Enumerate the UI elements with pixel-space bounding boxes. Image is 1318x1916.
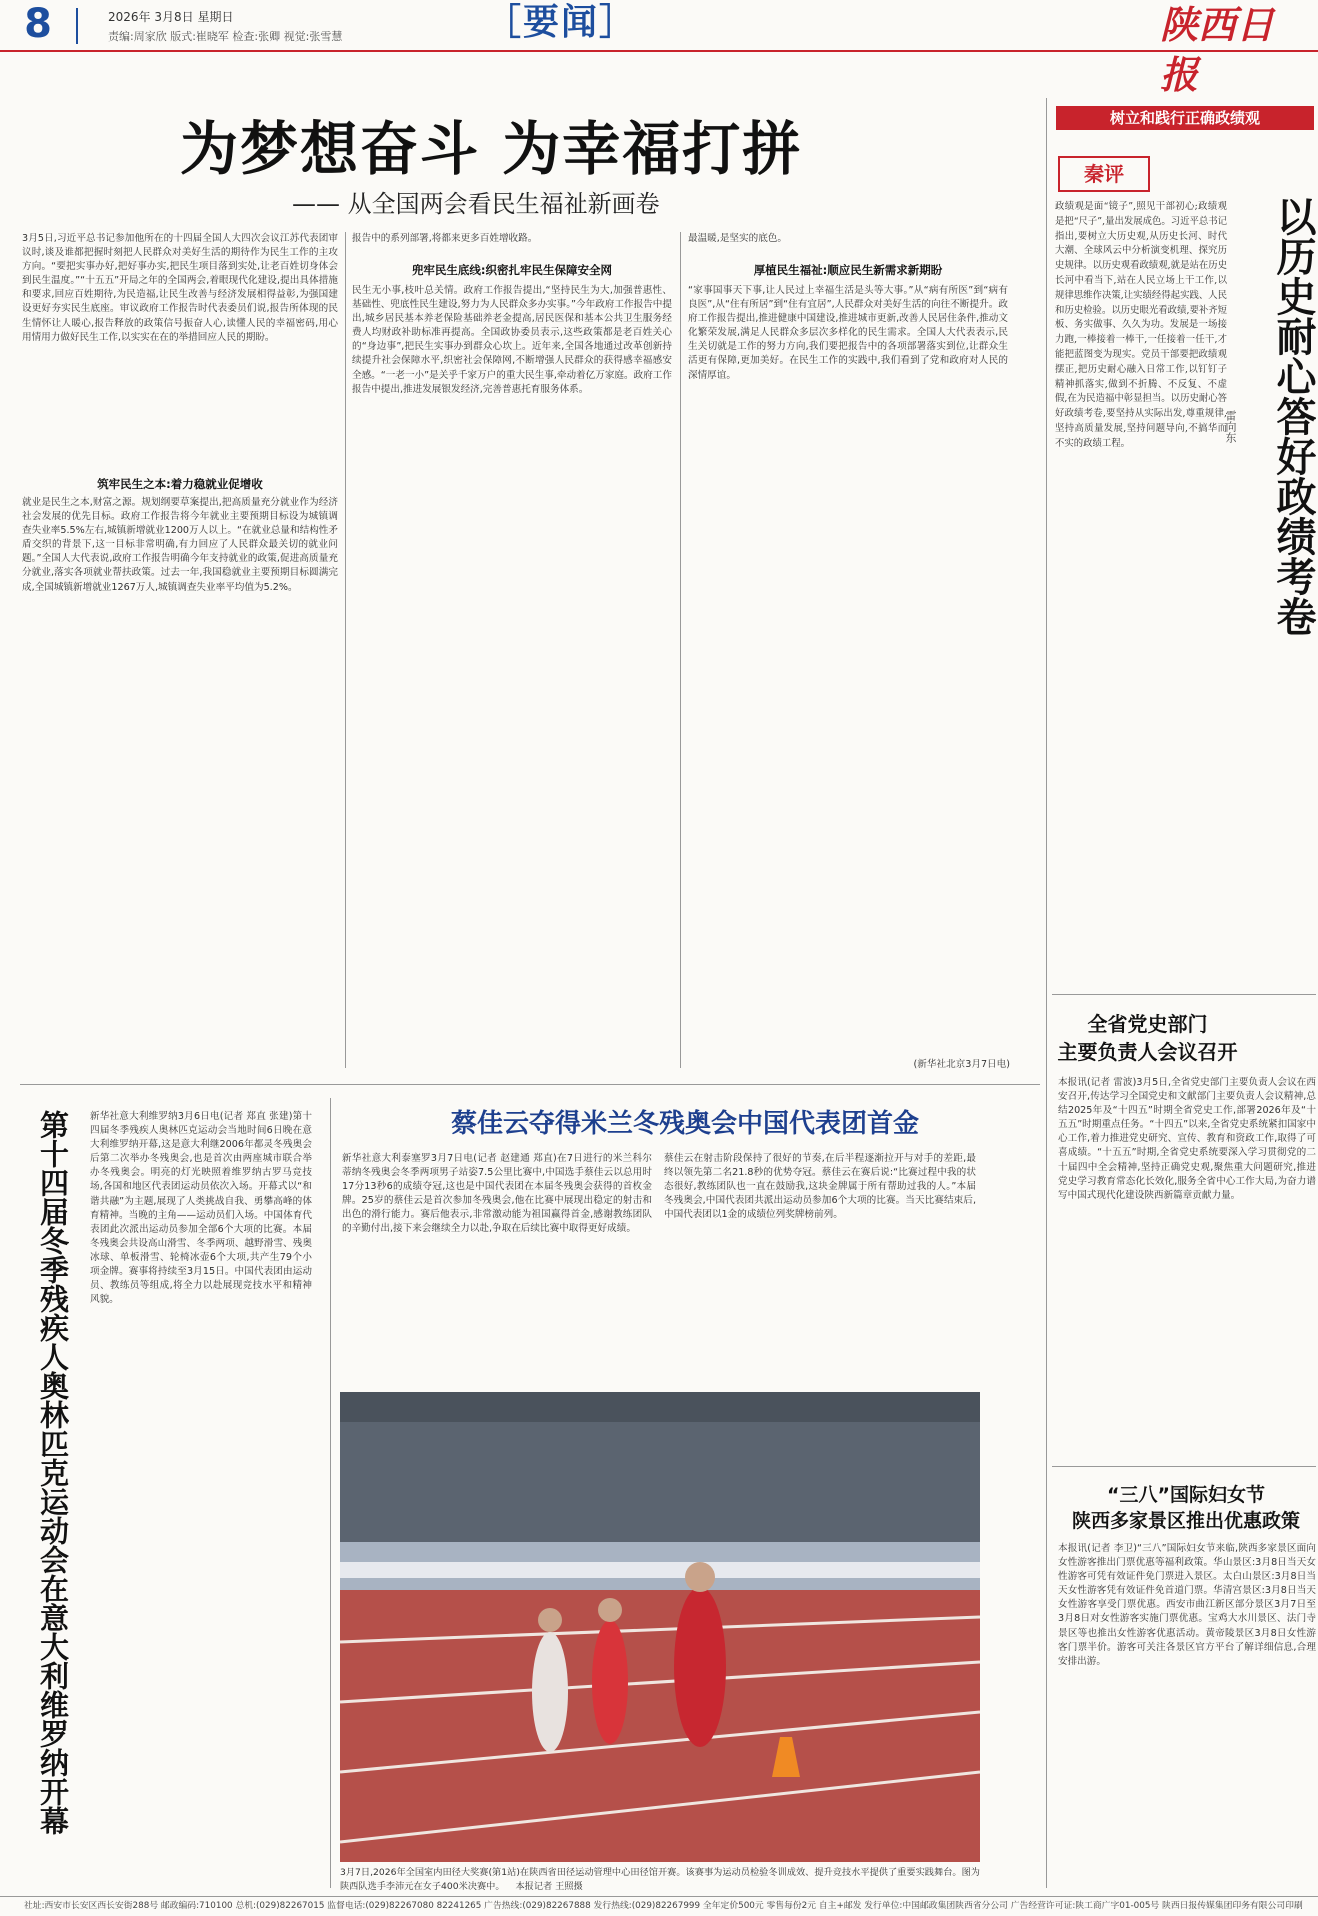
commentary-author: 雷向东: [1224, 410, 1237, 443]
lead-col1-text-a: 3月5日,习近平总书记参加他所在的十四届全国人大四次会议江苏代表团审议时,谈及谁都把握时刻把人民群众对美好生活的期待作为民生工作的主攻方向。“要把实事办好,把好事办实,把民生项目落到实处,让老百姓切身体会到民生温度。”“十五五”开局之年的全国两会,着眼现代化建设,提出具体措施和要求,回应百姓期待,为民造福,让民生改善与经济发展相得益彰,为强国建设更好夯实民生底座。审议政府工作报告时代表委员们说,报告所体现的民生情怀让人暖心,报告释放的政策信号振奋人心,读懂人民的幸福密码,用心用情用力做好民生工作,以实实在在的举措回应人民的期盼。: [22, 233, 338, 343]
commentary-body: 政绩观是面“镜子”,照见干部初心;政绩观是把“尺子”,量出发展成色。习近平总书记指出,要树立大历史观,从历史长河、时代大潮、全球风云中分析演变机理、探究历史规律。以历史观看政绩观,就是站在历史长河中看当下,站在人民立场上干工作,以规律思维作决策,让实绩经得起实践、人民和历史检验。以历史眼光看政绩,要补齐短板、务实做事、久久为功。发展是一场接力跑,一棒接着一棒干,一任接着一任干,才能把蓝图变为现实。党员干部要把政绩观摆正,把历史耐心融入日常工作,以钉钉子精神抓落实,做到不折腾、不反复、不虚假,在为民造福中彰显担当。以历史耐心答好政绩考卷,要坚持从实际出发,尊重规律,坚持高质量发展,坚持问题导向,不搞华而不实的政绩工程。: [1055, 201, 1227, 449]
page-footer: 社址:西安市长安区西长安街288号 邮政编码:710100 总机:(029)82267015 监督电话:(029)82267080 82241265 广告热线:(029)82267888 发行热线:(029)82267999 全年定价500元 零售每份2元 自主+邮发 发行单位:中国邮政集团陕西省分公司 广告经营许可证:陕工商广字01-005号 陕西日报传媒集团印务有限公司印刷: [0, 1896, 1318, 1916]
party-history-title: 全省党史部门 主要负责人会议召开: [1057, 1012, 1238, 1064]
lead-col2-text-a: 报告中的系列部署,将都来更多百姓增收路。: [352, 233, 538, 244]
lead-subheadline: —— 从全国两会看民生福祉新画卷: [292, 190, 660, 218]
runner-shape: [532, 1632, 568, 1752]
womens-day-body: 本报讯(记者 李卫)“三八”国际妇女节来临,陕西多家景区面向女性游客推出门票优惠等福利政策。华山景区:3月8日当天女性游客可凭有效证件免门票进入景区。太白山景区:3月8日当天女性游客凭有效证件免首道门票。华清宫景区:3月8日当天女性游客享受门票优惠。西安市曲江新区部分景区3月7日至3月8日对女性游客实施门票优惠。宝鸡大水川景区、法门寺景区等也推出女性游客优惠活动。黄帝陵景区3月8日女性游客门票半价。游客可关注各景区官方平台了解详细信息,合理安排出游。: [1058, 1543, 1316, 1667]
paralympics-opening-body: 新华社意大利维罗纳3月6日电(记者 郑直 张建)第十四届冬季残疾人奥林匹克运动会当地时间6日晚在意大利维罗纳开幕,这是意大利继2006年都灵冬残奥会后第二次举办冬残奥会,也是首次由两座城市联合举办冬残奥会。明亮的灯光映照着维罗纳古罗马竞技场,各国和地区代表团运动员依次入场。开幕式以“和谐共融”为主题,展现了人类挑战自我、勇攀高峰的体育精神。当晚的主角——运动员们入场。中国体育代表团此次派出运动员参加全部6个大项的比赛。本届冬残奥会共设高山滑雪、冬季两项、越野滑雪、残奥冰球、单板滑雪、轮椅冰壶6个大项,共产生79个小项金牌。赛事将持续至3月15日。中国代表团由运动员、教练员等组成,将全力以赴展现竞技水平和精神风貌。: [90, 1111, 312, 1306]
section-rule: [1052, 994, 1316, 995]
indoor-athletics-photo: [340, 1392, 980, 1862]
lead-col3-subhead: 厚植民生福祉:顺应民生新需求新期盼: [753, 263, 943, 277]
issue-date: 2026年 3月8日 星期日: [108, 10, 234, 24]
column-rule: [680, 232, 681, 1068]
photo-credit: 本报记者 王照摄: [515, 1880, 583, 1892]
lead-credit: (新华社北京3月7日电): [913, 1059, 1010, 1070]
lead-col2-subhead: 兜牢民生底线:织密扎牢民生保障安全网: [411, 263, 613, 277]
section-rule: [1052, 1466, 1316, 1467]
section-label: ［要闻］: [485, 2, 638, 43]
lead-col2-text-b: 民生无小事,枝叶总关情。政府工作报告提出,“坚持民生为大,加强普惠性、基础性、兜底性民生建设,努力为人民群众多办实事。”今年政府工作报告中提出,城乡居民基本养老保险基础养老金提高,居民医保和基本公共卫生服务经费人均财政补助标准再提高。全国政协委员表示,这些政策都是老百姓关心的“身边事”,把民生实事办到群众心坎上。近年来,全国各地通过改革创新持续提升社会保障水平,织密社会保障网,不断增强人民群众的获得感幸福感安全感。“一老一小”是关乎千家万户的重大民生事,牵动着亿万家庭。政府工作报告中提出,推进发展银发经济,完善普惠托育服务体系。: [352, 285, 672, 395]
newspaper-masthead: 陕西日报: [1160, 2, 1275, 97]
column-rule: [345, 232, 346, 1068]
lead-col1-subhead: 筑牢民生之本:着力稳就业促增收: [97, 477, 263, 491]
lead-col1-text-b: 就业是民生之本,财富之源。规划纲要草案提出,把高质量充分就业作为经济社会发展的优先目标。政府工作报告将今年就业主要预期目标设为城镇调查失业率5.5%左右,城镇新增就业1200万人以上。“在就业总量和结构性矛盾交织的背景下,这一目标非常明确,有力回应了人民群众最关切的就业问题。”全国人大代表说,政府工作报告明确今年支持就业的政策,促进高质量充分就业,落实各项就业帮扶政策。过去一年,我国稳就业主要预期目标圆满完成,全国城镇新增就业1267万人,城镇调查失业率平均值为5.2%。: [22, 497, 338, 593]
page-header: [0, 0, 1318, 97]
header-divider: [76, 8, 78, 44]
paralympics-opening-title: 第十四届冬季残疾人奥林匹克运动会在意大利维罗纳开幕: [36, 1110, 70, 1835]
gold-medal-title: 蔡佳云夺得米兰冬残奥会中国代表团首金: [450, 1109, 919, 1139]
gold-medal-body-right: 蔡佳云在射击阶段保持了很好的节奏,在后半程逐渐拉开与对手的差距,最终以领先第二名21.8秒的优势夺冠。蔡佳云在赛后说:“比赛过程中我的状态很好,教练团队也一直在鼓励我,这块金牌属于所有帮助过我的人。”本届冬残奥会,中国代表团共派出运动员参加6个大项的比赛。当天比赛结束后,中国代表团以1金的成绩位列奖牌榜前列。: [664, 1153, 976, 1221]
column-rule: [1046, 98, 1047, 1888]
commentary-title: 以历史耐心答好政绩考卷: [1270, 196, 1317, 636]
photo-caption: 3月7日,2026年全国室内田径大奖赛(第1站)在陕西省田径运动管理中心田径馆开赛。该赛事为运动员检验冬训成效、提升竞技水平提供了重要实践舞台。图为陕西队选手李沛元在女子400米决赛中。 本报记者 王照摄: [340, 1867, 980, 1892]
gold-medal-body-left: 新华社意大利泰塞罗3月7日电(记者 赵建通 郑直)在7日进行的米兰科尔蒂纳冬残奥会冬季两项男子站姿7.5公里比赛中,中国选手蔡佳云以总用时17分13秒6的成绩夺冠,这也是中国代表团在本届冬残奥会获得的首枚金牌。25岁的蔡佳云是首次参加冬残奥会,他在比赛中展现出稳定的射击和出色的滑行能力。赛后他表示,非常激动能为祖国赢得首金,感谢教练团队的辛勤付出,接下来会继续全力以赴,争取在后续比赛中取得更好成绩。: [342, 1153, 652, 1235]
column-rule: [330, 1098, 331, 1888]
lead-col3-text-a: 最温暖,是坚实的底色。: [688, 233, 787, 244]
editors-line: 责编:周家欣 版式:崔晓军 检查:张卿 视觉:张雪慧: [108, 30, 343, 43]
womens-day-title: “三八”国际妇女节 陕西多家景区推出优惠政策: [1071, 1484, 1300, 1532]
lead-headline: 为梦想奋斗 为幸福打拼: [180, 115, 803, 183]
lead-col3-text-b: “家事国事天下事,让人民过上幸福生活是头等大事。”从“病有所医”到“病有良医”,从“住有所居”到“住有宜居”,人民群众对美好生活的向往不断提升。政府工作报告提出,推进健康中国建设,推进城市更新,改善人民居住条件,推动文化繁荣发展,满足人民群众多层次多样化的民生需求。全国人大代表表示,民生关切就是工作的努力方向,我们要把报告中的各项部署落实到位,让群众生活更有保障,更加美好。在民生工作的实践中,我们看到了党和政府对人民的深情厚谊。: [688, 285, 1008, 381]
page-number: 8: [24, 1, 52, 47]
race-scene-illustration: [340, 1392, 980, 1862]
party-history-body: 本报讯(记者 雷波)3月5日,全省党史部门主要负责人会议在西安召开,传达学习全国党史和文献部门主要负责人会议精神,总结2025年及“十四五”时期全省党史工作,部署2026年及“十五五”时期重点任务。“十四五”以来,全省党史系统紧扣国家中心工作,着力推进党史研究、宣传、教育和资政工作,取得了可喜成绩。“十五五”时期,全省党史系统要深入学习贯彻党的二十届四中全会精神,坚持正确党史观,聚焦重大问题研究,推进党史学习教育常态化长效化,服务全省中心工作大局,为奋力谱写中国式现代化建设陕西新篇章贡献力量。: [1058, 1077, 1316, 1201]
section-rule: [20, 1084, 1040, 1085]
commentary-logo: 秦评: [1058, 156, 1150, 192]
column-banner: 树立和践行正确政绩观: [1056, 106, 1314, 130]
